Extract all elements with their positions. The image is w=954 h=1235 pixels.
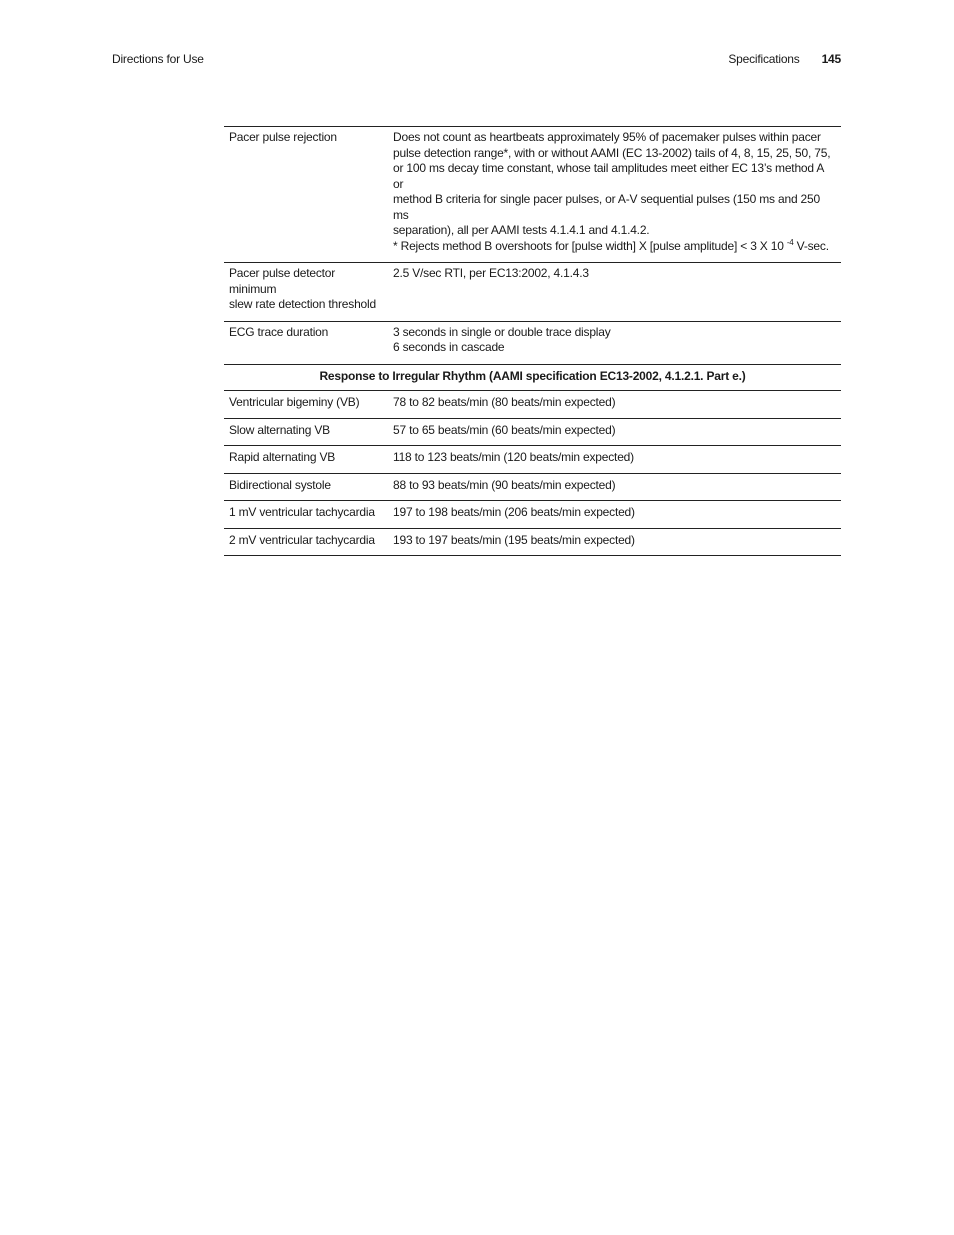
value-line: 6 seconds in cascade [393, 340, 505, 354]
footnote-text: * Rejects method B overshoots for [pulse width] X [pulse amplitude] < 3 X 10 [393, 238, 787, 253]
table-row [224, 391, 841, 419]
row-value: 193 to 197 beats/min (195 beats/min expected) [388, 528, 841, 556]
label-line: slew rate detection threshold [229, 297, 376, 311]
row-label: 2 mV ventricular tachycardia [224, 528, 388, 556]
table-row [224, 528, 841, 556]
row-value: 2.5 V/sec RTI, per EC13:2002, 4.1.4.3 [388, 263, 841, 322]
table-row [224, 501, 841, 529]
table-row [224, 446, 841, 474]
value-line: 3 seconds in single or double trace display [393, 324, 611, 339]
row-label: Ventricular bigeminy (VB) [224, 391, 388, 419]
footnote-exponent: -4 [786, 237, 794, 247]
footnote-unit: V-sec. [793, 238, 829, 253]
row-label: ECG trace duration [224, 321, 388, 364]
row-value: 78 to 82 beats/min (80 beats/min expected) [388, 391, 841, 419]
row-value [388, 321, 841, 364]
row-value: 88 to 93 beats/min (90 beats/min expected) [388, 473, 841, 501]
specifications-table [224, 126, 841, 556]
table-row [224, 418, 841, 446]
value-line: Does not count as heartbeats approximately 95% of pacemaker pulses within pacer [393, 130, 821, 144]
section-heading: Response to Irregular Rhythm (AAMI specification EC13-2002, 4.1.2.1. Part e.) [224, 364, 841, 391]
row-label: Bidirectional systole [224, 473, 388, 501]
value-line: pulse detection range*, with or without AAMI (EC 13-2002) tails of 4, 8, 15, 25, 50, 75, [393, 145, 831, 160]
row-label [224, 263, 388, 322]
row-value: 57 to 65 beats/min (60 beats/min expected) [388, 418, 841, 446]
footnote [393, 239, 836, 255]
row-label: Rapid alternating VB [224, 446, 388, 474]
row-value: 118 to 123 beats/min (120 beats/min expected) [388, 446, 841, 474]
label-line: Pacer pulse detector minimum [229, 266, 336, 296]
value-line: separation), all per AAMI tests 4.1.4.1 and 4.1.4.2. [393, 223, 650, 237]
row-label: Pacer pulse rejection [224, 127, 388, 263]
row-value: 197 to 198 beats/min (206 beats/min expected) [388, 501, 841, 529]
table-row [224, 263, 841, 322]
value-line: method B criteria for single pacer pulses, or A-V sequential pulses (150 ms and 250 ms [393, 192, 820, 222]
row-label: 1 mV ventricular tachycardia [224, 501, 388, 529]
value-line: or 100 ms decay time constant, whose tail amplitudes meet either EC 13’s method A or [393, 161, 824, 191]
section-name: Specifications [728, 52, 800, 66]
table-row [224, 473, 841, 501]
running-header-right [728, 52, 841, 66]
page-number: 145 [821, 52, 841, 66]
running-header-title: Directions for Use [112, 52, 204, 66]
table-row [224, 127, 841, 263]
row-label: Slow alternating VB [224, 418, 388, 446]
table-row [224, 321, 841, 364]
row-value [388, 127, 841, 263]
section-heading-row [224, 364, 841, 391]
